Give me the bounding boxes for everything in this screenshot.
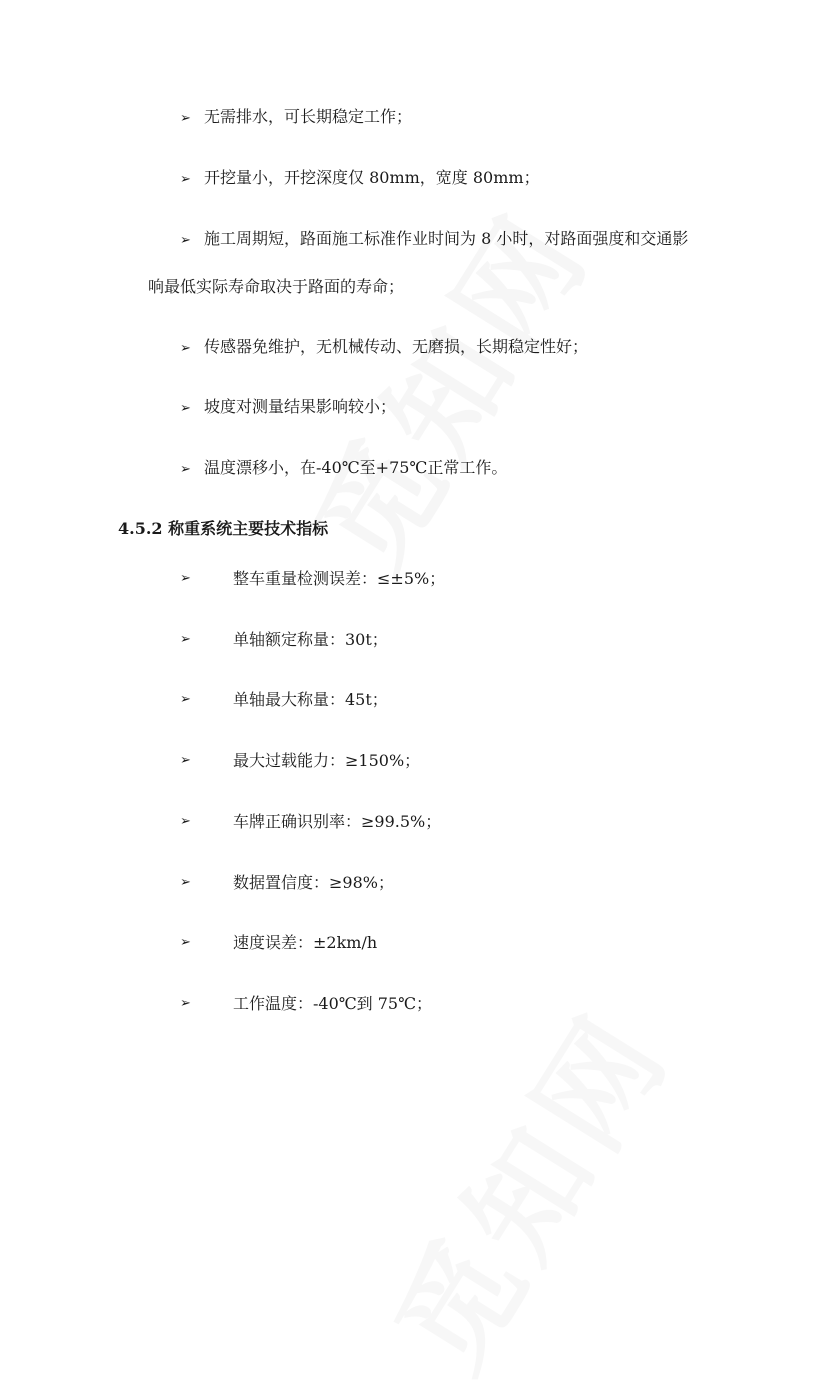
list-item — [180, 396, 396, 420]
arrow-bullet-icon: ➢ — [180, 111, 191, 126]
arrow-bullet-icon: ➢ — [180, 233, 191, 248]
spec-item: 单轴额定称量：30t； — [233, 630, 388, 649]
list-item — [180, 457, 507, 481]
list-item-text: 无需排水，可长期稳定工作； — [204, 107, 413, 126]
arrow-bullet-icon: ➢ — [180, 462, 191, 477]
arrow-bullet-icon: ➢ — [180, 753, 191, 768]
arrow-bullet-icon: ➢ — [180, 632, 191, 647]
list-item-text: 坡度对测量结果影响较小； — [204, 397, 397, 416]
spec-item: 速度误差：±2km/h — [233, 933, 378, 952]
list-item-text: 传感器免维护，无机械传动、无磨损，长期稳定性好； — [204, 337, 589, 356]
watermark-bottom — [349, 975, 702, 1397]
arrow-bullet-icon: ➢ — [180, 935, 191, 950]
section-heading: 4.5.2 称重系统主要技术指标 — [118, 519, 329, 538]
spec-item: 最大过载能力：≥150%； — [233, 751, 421, 770]
arrow-bullet-icon: ➢ — [180, 875, 191, 890]
list-item — [180, 106, 412, 130]
list-item-continuation: 响最低实际寿命取决于路面的寿命； — [148, 277, 405, 296]
arrow-bullet-icon: ➢ — [180, 571, 191, 586]
list-item-text: 施工周期短，路面施工标准作业时间为 8 小时，对路面强度和交通影 — [204, 229, 689, 248]
spec-item: 单轴最大称量：45t； — [233, 690, 388, 709]
list-item-text: 开挖量小，开挖深度仅 80mm，宽度 80mm； — [204, 168, 540, 187]
spec-item: 车牌正确识别率：≥99.5%； — [233, 812, 442, 831]
arrow-bullet-icon: ➢ — [180, 172, 191, 187]
spec-item: 数据置信度：≥98%； — [233, 873, 394, 892]
arrow-bullet-icon: ➢ — [180, 341, 191, 356]
list-item-text: 温度漂移小，在-40℃至+75℃正常工作。 — [204, 458, 508, 477]
list-item — [180, 228, 688, 252]
arrow-bullet-icon: ➢ — [180, 401, 191, 416]
list-item — [180, 167, 540, 191]
arrow-bullet-icon: ➢ — [180, 692, 191, 707]
spec-item: 整车重量检测误差：≤±5%； — [233, 569, 446, 588]
spec-item: 工作温度：-40℃到 75℃； — [233, 994, 433, 1013]
list-item — [180, 336, 588, 360]
arrow-bullet-icon: ➢ — [180, 996, 191, 1011]
arrow-bullet-icon: ➢ — [180, 814, 191, 829]
